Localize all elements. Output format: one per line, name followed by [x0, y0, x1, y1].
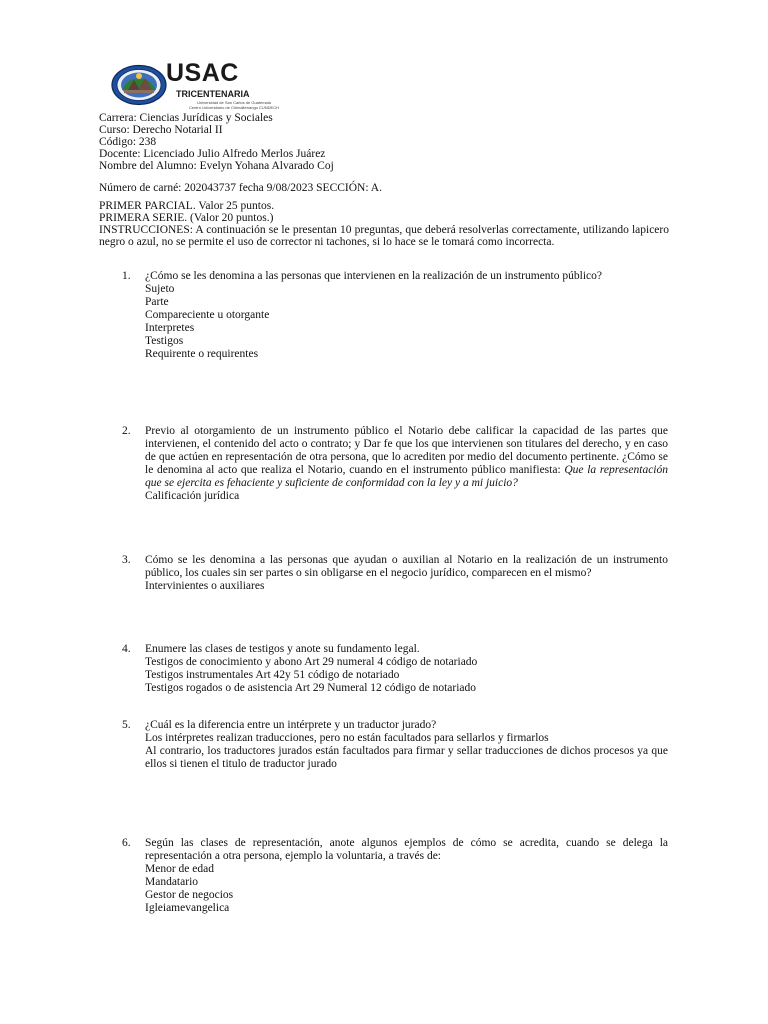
answer-item: Gestor de negocios	[145, 889, 234, 901]
exam-header	[99, 200, 669, 248]
question-number: 1.	[122, 270, 131, 282]
carne-line: Número de carné: 202043737 fecha 9/08/2023 SECCIÓN: A.	[99, 182, 382, 194]
question-text-italic: Que la representación que se ejercita es fehaciente y suficiente de conformidad con la ley y a mi juicio?	[145, 464, 668, 489]
answer-list	[145, 490, 668, 503]
answer-item: Testigos rogados o de asistencia Art 29 Numeral 12 código de notariado	[145, 682, 477, 694]
serie-line: PRIMERA SERIE. (Valor 20 puntos.)	[99, 212, 274, 224]
answer-item: Calificación jurídica	[145, 490, 240, 502]
question-text-main: Previo al otorgamiento de un instrumento público el Notario debe calificar la capacidad de las partes que intervienen, el contenido del acto o contrato; y Dar fe que los que intervienen son titulares del derecho, y en caso de que actúen en representación de otra persona, que lo acrediten por medio del documento pertinente. ¿Cómo se le denomina al acto que realiza el Notario, cuando en el instrumento público manifiesta:	[145, 425, 668, 476]
answer-item: Intervinientes o auxiliares	[145, 580, 265, 592]
alumno-line: Nombre del Alumno: Evelyn Yohana Alvarado Coj	[99, 160, 334, 172]
question-number: 6.	[122, 837, 131, 849]
usac-seal-icon	[110, 64, 168, 106]
logo-small-line-1: Universidad de San Carlos de Guatemala	[197, 100, 271, 105]
answer-item: Testigos	[145, 335, 184, 347]
instructions: INSTRUCCIONES: A continuación se le presentan 10 preguntas, que deberá resolverlas correctamente, utilizando lapicero negro o azul, no se permite el uso de corrector ni tachones, si lo hace se le tomará como incorrecta.	[99, 224, 669, 248]
question-number: 5.	[122, 719, 131, 731]
answer-item: Interpretes	[145, 322, 195, 334]
answer-item: Testigos instrumentales Art 42y 51 código de notariado	[145, 669, 400, 681]
question-text	[145, 425, 668, 490]
logo-subtitle: TRICENTENARIA	[176, 89, 250, 99]
answer-item: Los intérpretes realizan traducciones, pero no están facultados para sellarlos y firmarlos	[145, 732, 549, 744]
student-info	[99, 112, 669, 172]
question-5	[122, 719, 668, 771]
question-number: 3.	[122, 554, 131, 566]
answer-item: Requirente o requirentes	[145, 348, 259, 360]
usac-logo	[110, 59, 290, 118]
answer-item: Testigos de conocimiento y abono Art 29 numeral 4 código de notariado	[145, 656, 478, 668]
logo-small-line-2: Centro Universitario de Chimaltenango CUNDECH	[188, 105, 280, 110]
answer-paragraph: Al contrario, los traductores jurados están facultados para firmar y sellar traducciones de dichos procesos ya que ellos si tienen el titulo de traductor jurado	[145, 745, 668, 770]
curso-line: Curso: Derecho Notarial II	[99, 124, 223, 136]
answer-item: Igleiamevangelica	[145, 902, 230, 914]
answer-item: Mandatario	[145, 876, 199, 888]
answer-item: Menor de edad	[145, 863, 214, 875]
logo-title: USAC	[166, 59, 239, 87]
question-text: ¿Cómo se les denomina a las personas que intervienen en la realización de un instrumento público?	[145, 270, 602, 282]
answer-list	[145, 580, 668, 593]
docente-line: Docente: Licenciado Julio Alfredo Merlos Juárez	[99, 148, 326, 160]
answer-list	[145, 863, 668, 915]
question-number: 4.	[122, 643, 131, 655]
question-3	[122, 554, 668, 593]
answer-item: Compareciente u otorgante	[145, 309, 270, 321]
answer-list	[145, 732, 668, 745]
question-2	[122, 425, 668, 503]
question-number: 2.	[122, 425, 131, 437]
logo-small-text	[174, 100, 294, 110]
parcial-line: PRIMER PARCIAL. Valor 25 puntos.	[99, 200, 275, 212]
answer-item: Sujeto	[145, 283, 175, 295]
answer-list	[145, 656, 668, 695]
question-text: ¿Cuál es la diferencia entre un intérprete y un traductor jurado?	[145, 719, 437, 731]
question-1	[122, 270, 668, 361]
question-6	[122, 837, 668, 915]
answer-list	[145, 283, 668, 361]
question-text: Cómo se les denomina a las personas que ayudan o auxilian al Notario en la realización de un instrumento público, los cuales sin ser partes o sin obligarse en el negocio jurídico, comparecen en el mismo?	[145, 554, 668, 579]
codigo-line: Código: 238	[99, 136, 157, 148]
question-text: Según las clases de representación, anote algunos ejemplos de cómo se acredita, cuando se delega la representación a otra persona, ejemplo la voluntaria, a través de:	[145, 837, 668, 862]
question-text: Enumere las clases de testigos y anote su fundamento legal.	[145, 643, 420, 655]
answer-item: Parte	[145, 296, 169, 308]
carrera-line: Carrera: Ciencias Jurídicas y Sociales	[99, 112, 273, 124]
question-4	[122, 643, 668, 695]
